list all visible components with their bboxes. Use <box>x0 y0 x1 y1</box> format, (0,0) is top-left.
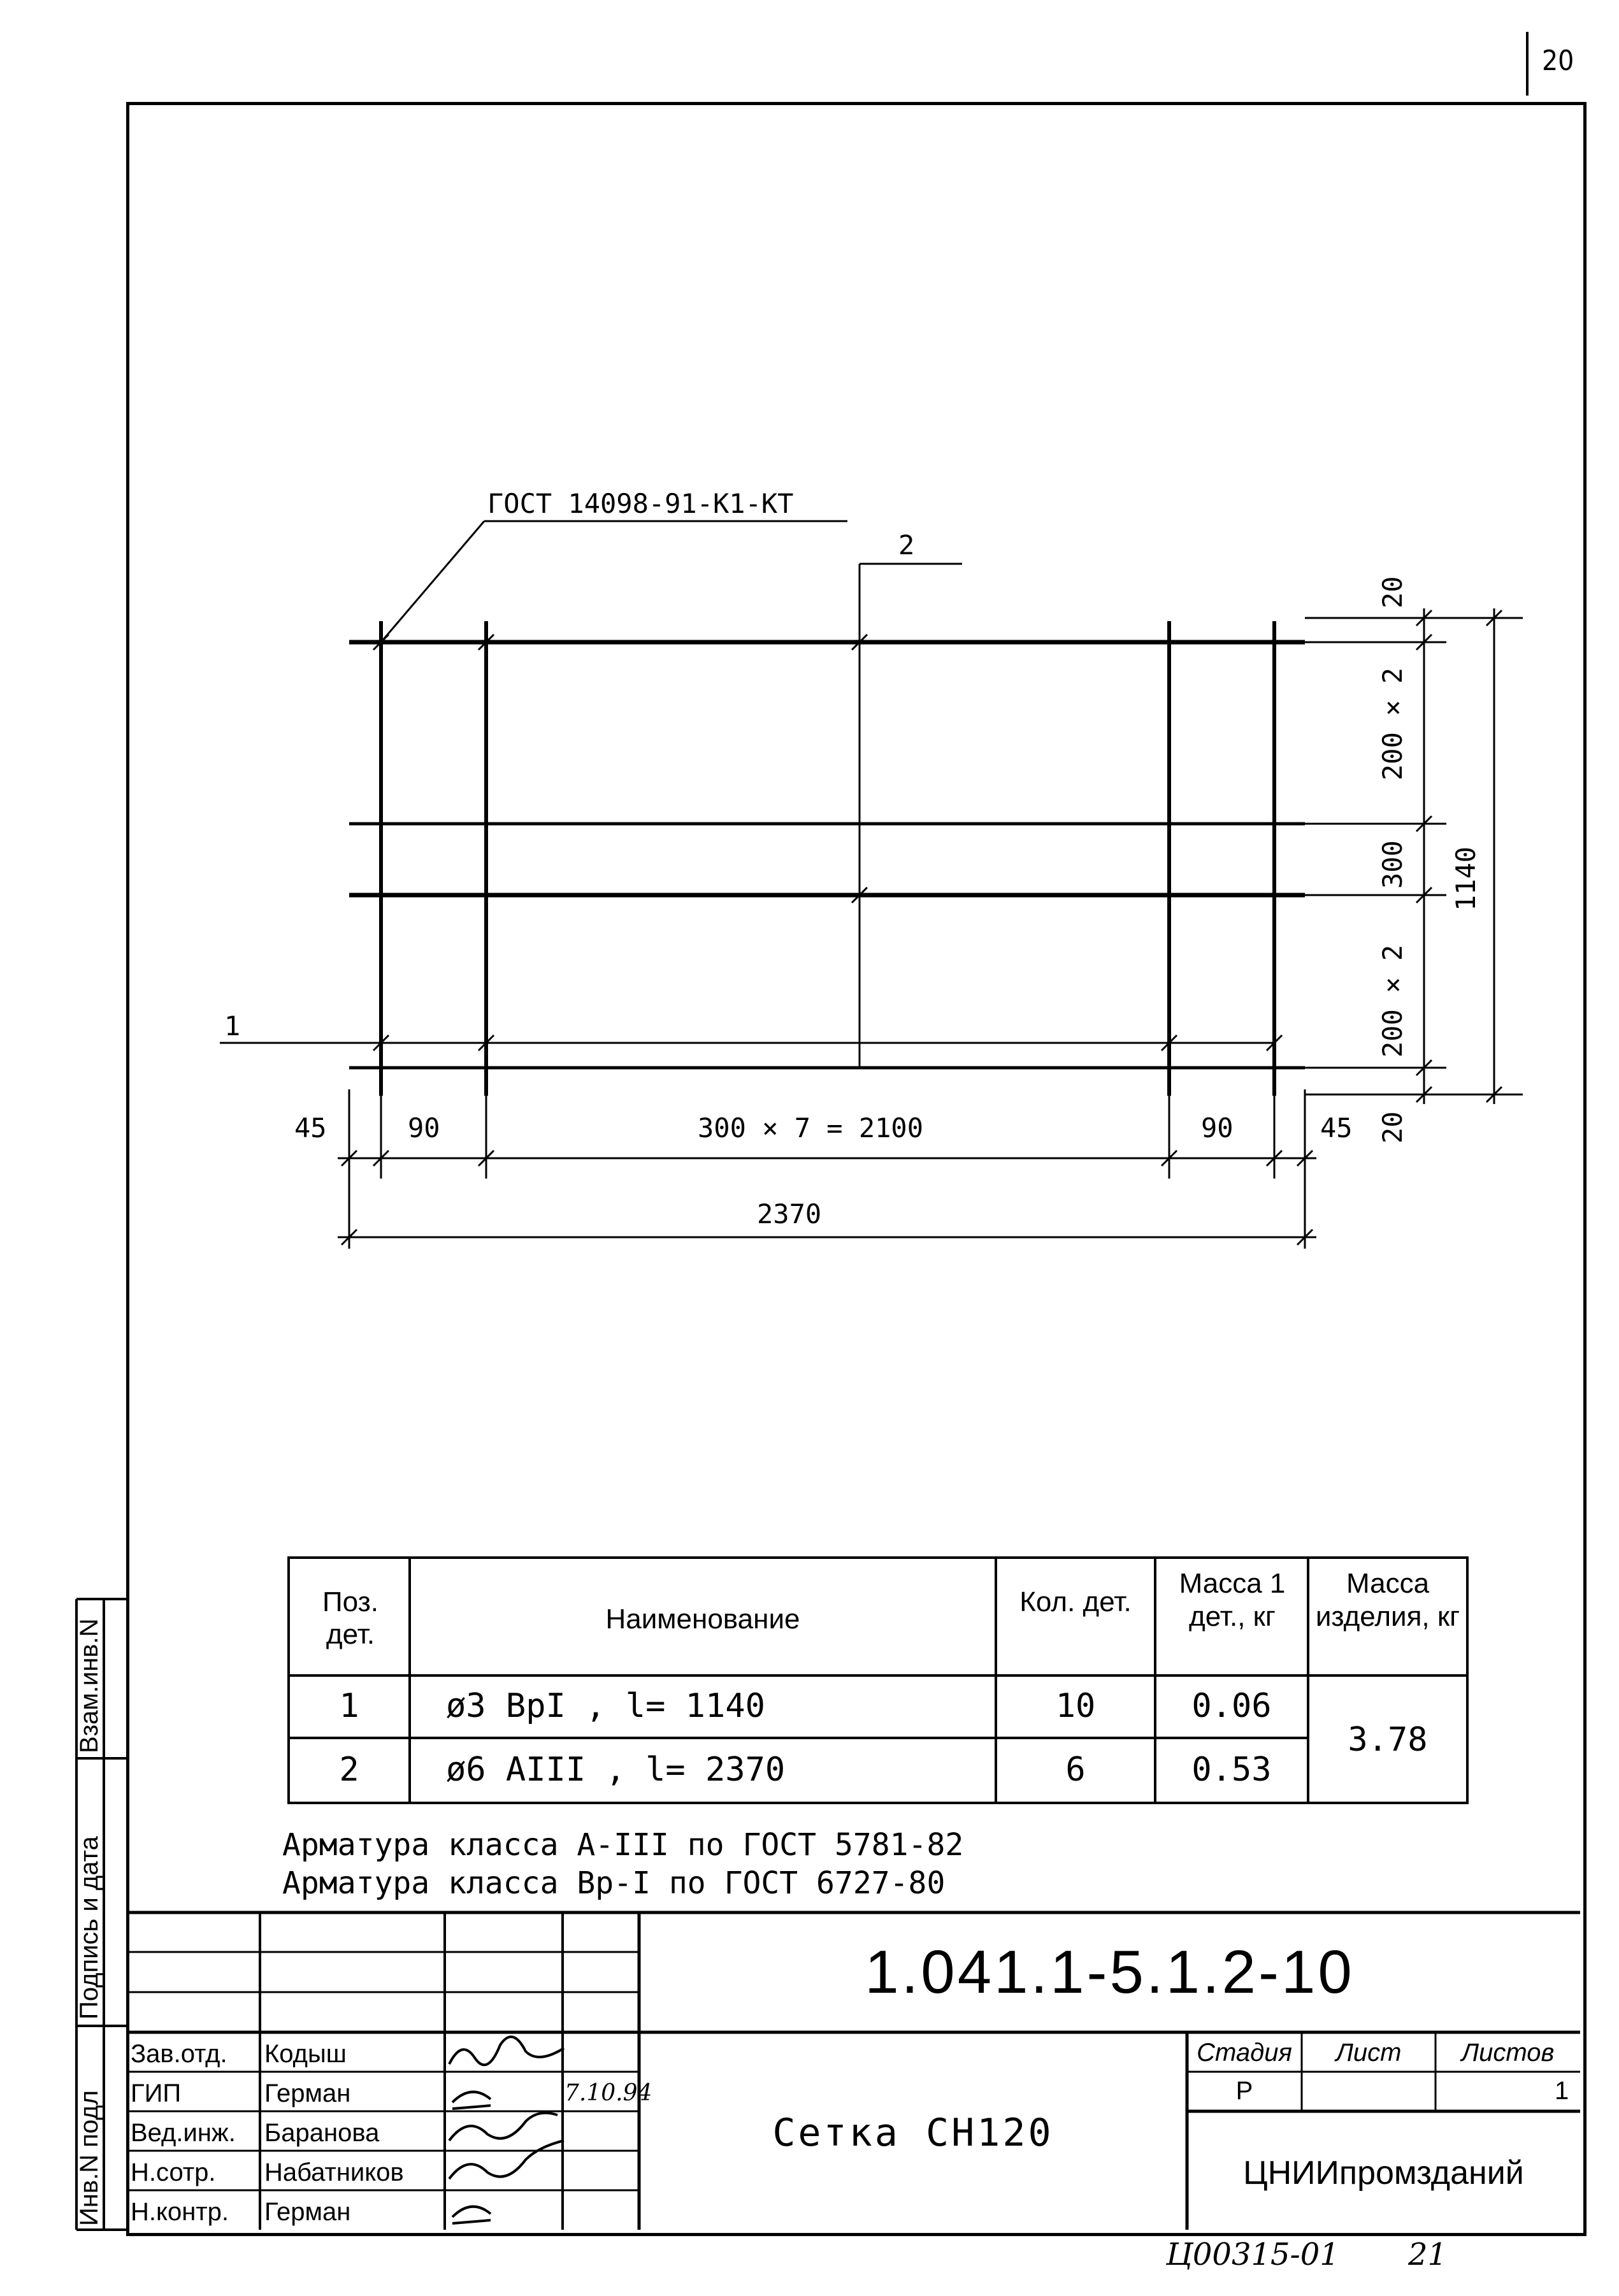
organization-name: ЦНИИпромзданий <box>1243 2155 1524 2192</box>
role-4: Н.сотр. <box>131 2158 216 2186</box>
bottom-archive-number: 21 <box>1408 2237 1448 2272</box>
product-name: Сетка СН120 <box>772 2111 1054 2155</box>
side-inv-podl: Инв.N подл <box>75 2090 103 2226</box>
dim-300: 300 <box>1377 840 1408 889</box>
sheets-value: 1 <box>1555 2077 1569 2105</box>
sign-date: 7.10.94 <box>565 2080 652 2106</box>
stage-value: Р <box>1235 2077 1253 2105</box>
dim-total-bottom: 2370 <box>757 1198 822 1230</box>
name-4: Набатников <box>264 2158 404 2186</box>
page-number: 20 <box>1542 45 1574 77</box>
document-code: 1.041.1-5.1.2-10 <box>865 1938 1355 2006</box>
side-podpis-data: Подпись и дата <box>75 1836 103 2020</box>
row1-qty: 10 <box>1055 1687 1096 1725</box>
dim-90-right: 90 <box>1201 1112 1234 1144</box>
hdr-mass1: Масса 1 дет., кг <box>1179 1568 1286 1632</box>
role-1: Зав.отд. <box>131 2040 227 2068</box>
row1-pos: 1 <box>339 1687 359 1725</box>
role-2: ГИП <box>131 2079 182 2107</box>
sheets-label: Листов <box>1461 2039 1555 2067</box>
sheet-label: Лист <box>1335 2039 1402 2067</box>
dim-200x2-bottom: 200 × 2 <box>1377 944 1408 1058</box>
hdr-pos: Поз. дет. <box>322 1586 378 1650</box>
name-5: Герман <box>264 2198 351 2226</box>
row1-name: ø3 BpI , l= 1140 <box>446 1687 765 1725</box>
role-3: Вед.инж. <box>131 2119 236 2147</box>
leader-1-label: 1 <box>224 1010 241 1042</box>
dim-45-left: 45 <box>294 1112 327 1144</box>
total-mass: 3.78 <box>1348 1721 1428 1759</box>
name-1: Кодыш <box>264 2040 347 2068</box>
hdr-name: Наименование <box>605 1604 800 1635</box>
dim-20-top: 20 <box>1377 576 1408 608</box>
signature-4 <box>449 2141 564 2179</box>
dim-mid: 300 × 7 = 2100 <box>698 1112 924 1144</box>
dim-total-right: 1140 <box>1450 846 1481 911</box>
row2-pos: 2 <box>339 1751 359 1789</box>
hdr-qty: Кол. дет. <box>1019 1586 1132 1618</box>
side-vzam-inv: Взам.инв.N <box>75 1618 103 1753</box>
signature-3 <box>449 2113 558 2141</box>
hdr-mass-item: Масса изделия, кг <box>1315 1568 1460 1632</box>
dim-20-bottom: 20 <box>1377 1111 1408 1144</box>
name-2: Герман <box>264 2079 351 2107</box>
note-1: Арматура класса А-III по ГОСТ 5781-82 <box>282 1827 964 1863</box>
role-5: Н.контр. <box>131 2198 229 2226</box>
row2-qty: 6 <box>1065 1751 1086 1789</box>
row2-mass: 0.53 <box>1191 1751 1272 1789</box>
signature-2 <box>452 2092 491 2109</box>
note-2: Арматура класса Вр-I по ГОСТ 6727-80 <box>282 1865 946 1901</box>
dim-45-right: 45 <box>1320 1112 1353 1144</box>
leader-gost-label: ГОСТ 14098-91-К1-КТ <box>487 488 794 519</box>
leader-2-label: 2 <box>898 529 915 561</box>
name-3: Баранова <box>264 2119 380 2147</box>
row2-name: ø6 AIII , l= 2370 <box>446 1751 786 1789</box>
bottom-archive-code: Ц00315-01 <box>1166 2237 1339 2272</box>
signature-1 <box>449 2037 564 2065</box>
row1-mass: 0.06 <box>1191 1687 1272 1725</box>
dim-200x2-top: 200 × 2 <box>1377 667 1408 780</box>
dim-90-left: 90 <box>408 1112 440 1144</box>
stage-label: Стадия <box>1197 2039 1292 2067</box>
signature-5 <box>452 2207 491 2223</box>
